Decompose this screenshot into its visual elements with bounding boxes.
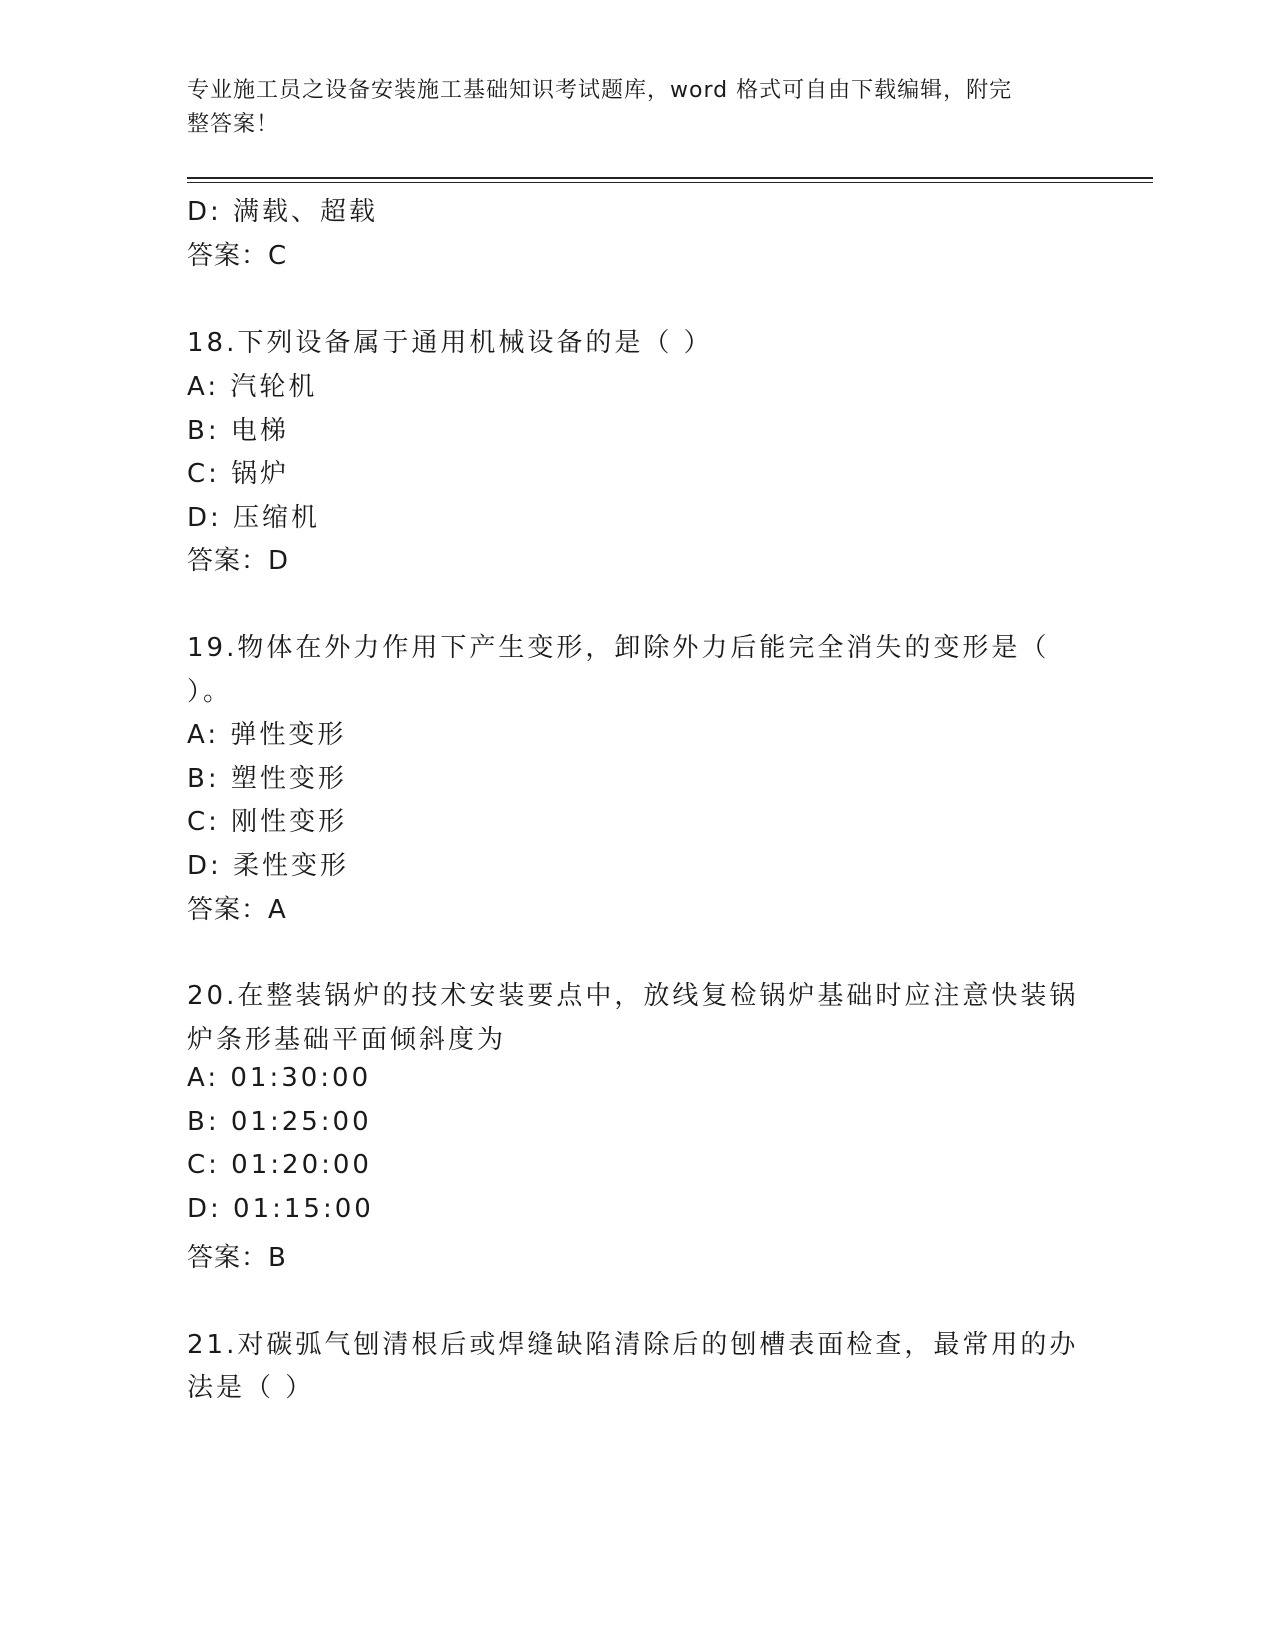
question-20-option-a: A: 01:30:00	[187, 1063, 372, 1093]
question-20-answer: 答案：B	[187, 1243, 287, 1273]
header-line-1: 专业施工员之设备安装施工基础知识考试题库，word 格式可自由下载编辑，附完	[187, 78, 1013, 103]
question-21-stem-line-1: 21.对碳弧气刨清根后或焊缝缺陷清除后的刨槽表面检查，最常用的办	[187, 1330, 1079, 1360]
question-19-option-c: C: 刚性变形	[187, 807, 348, 837]
document-header	[187, 74, 1067, 142]
question-21-stem-line-2: 法是（ ）	[187, 1373, 315, 1403]
question-18-stem: 18.下列设备属于通用机械设备的是（ ）	[187, 328, 713, 358]
question-19-option-b: B: 塑性变形	[187, 764, 347, 794]
header-rule-thick	[187, 177, 1153, 179]
question-18-option-c: C: 锅炉	[187, 459, 290, 489]
question-20-option-c: C: 01:20:00	[187, 1150, 372, 1180]
question-19-option-d: D: 柔性变形	[187, 851, 350, 881]
answer-prev: 答案：C	[187, 241, 288, 271]
question-20-stem-line-2: 炉条形基础平面倾斜度为	[187, 1025, 507, 1055]
question-19-answer: 答案：A	[187, 895, 287, 925]
question-18-option-a: A: 汽轮机	[187, 372, 318, 402]
question-19-option-a: A: 弹性变形	[187, 720, 347, 750]
question-18-answer: 答案：D	[187, 546, 290, 576]
question-19-stem-line-1: 19.物体在外力作用下产生变形，卸除外力后能完全消失的变形是（	[187, 633, 1050, 663]
header-line-2: 整答案！	[187, 112, 280, 137]
question-20-option-d: D: 01:15:00	[187, 1194, 374, 1224]
question-18-option-b: B: 电梯	[187, 416, 289, 446]
question-19-stem-line-2: ）。	[187, 677, 233, 707]
question-20-option-b: B: 01:25:00	[187, 1107, 372, 1137]
question-20-stem-line-1: 20.在整装锅炉的技术安装要点中，放线复检锅炉基础时应注意快装锅	[187, 981, 1079, 1011]
question-18-option-d: D: 压缩机	[187, 503, 321, 533]
option-d-prev: D: 满载、超载	[187, 197, 379, 227]
header-rule-thin	[187, 182, 1153, 183]
